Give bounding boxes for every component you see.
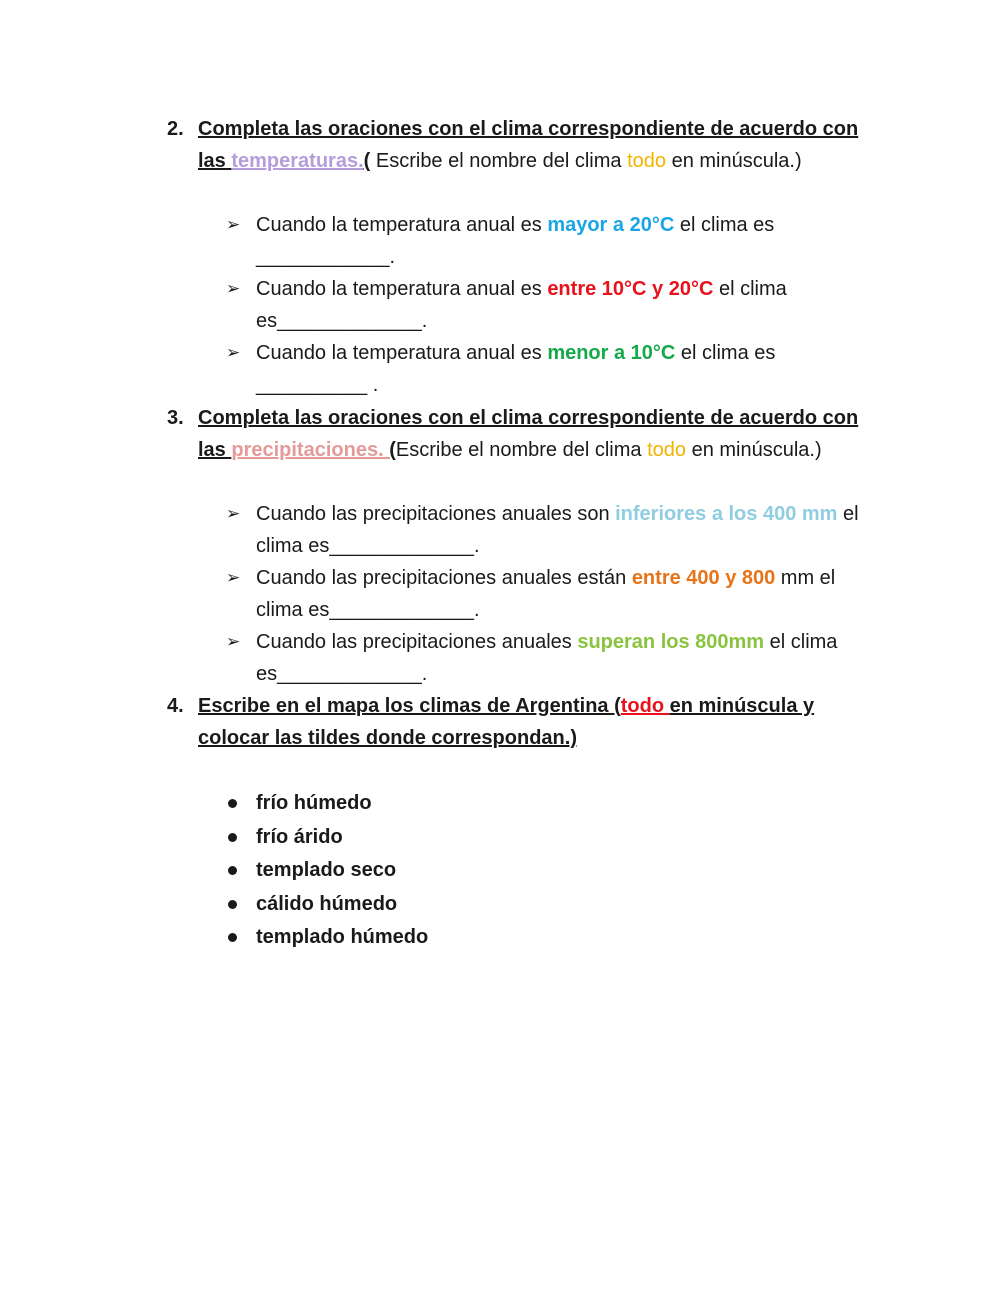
list-item: ➢ Cuando la temperatura anual es mayor a 20°C el clima es ____________. <box>226 209 866 273</box>
list-item: ➢ Cuando las precipitaciones anuales están entre 400 y 800 mm el clima es_____________. <box>226 562 866 626</box>
question-4-todo: todo <box>620 695 670 717</box>
question-2-items <box>226 209 866 401</box>
bullet-dot-icon <box>228 900 237 909</box>
question-4-title: Escribe en el mapa los climas de Argentina ( <box>198 695 621 717</box>
item-highlight: menor a 10°C <box>547 342 676 364</box>
arrow-bullet-icon: ➢ <box>226 632 241 651</box>
item-highlight: entre 400 y 800 <box>631 567 776 589</box>
item-highlight: superan los 800mm <box>577 631 765 653</box>
arrow-bullet-icon: ➢ <box>226 343 241 362</box>
list-item: ➢ Cuando la temperatura anual es entre 10°C y 20°C el clima es_____________. <box>226 273 866 337</box>
question-3-title: Completa las oraciones con el clima correspondiente de acuerdo con las <box>198 407 859 461</box>
question-3-highlight: precipitaciones. <box>231 439 390 461</box>
item-highlight: mayor a 20°C <box>547 214 675 236</box>
item-highlight: entre 10°C y 20°C <box>547 278 714 300</box>
bullet-dot-icon <box>228 933 237 942</box>
question-2-paren: ( <box>363 150 371 172</box>
item-highlight: inferiores a los 400 mm <box>615 503 838 525</box>
question-4-number: 4. <box>167 695 184 717</box>
arrow-bullet-icon: ➢ <box>226 279 241 298</box>
question-2-note: Escribe el nombre del clima <box>370 150 628 172</box>
list-item: ➢ Cuando las precipitaciones anuales superan los 800mm el clima es_____________. <box>226 626 866 690</box>
list-item: frío árido <box>226 821 428 855</box>
question-3-number: 3. <box>167 407 184 429</box>
bullet-dot-icon <box>228 833 237 842</box>
question-3-note-end: en minúscula.) <box>686 439 822 461</box>
question-3 <box>167 402 867 466</box>
question-2-highlight: temperaturas. <box>231 150 364 172</box>
list-item: templado seco <box>226 854 428 888</box>
question-2-number: 2. <box>167 118 184 140</box>
question-2 <box>167 113 867 177</box>
bullet-dot-icon <box>228 799 237 808</box>
question-3-paren: ( <box>389 439 396 461</box>
list-item: ➢ Cuando la temperatura anual es menor a 10°C el clima es __________ . <box>226 337 866 401</box>
arrow-bullet-icon: ➢ <box>226 215 241 234</box>
question-2-title: Completa las oraciones con el clima correspondiente de acuerdo con las <box>198 118 859 172</box>
question-3-note: Escribe el nombre del clima <box>395 439 648 461</box>
question-2-todo: todo <box>627 150 667 172</box>
question-2-note-end: en minúscula.) <box>666 150 802 172</box>
question-4 <box>167 690 867 754</box>
list-item: cálido húmedo <box>226 888 428 922</box>
arrow-bullet-icon: ➢ <box>226 504 241 523</box>
climate-list <box>226 787 428 955</box>
question-4-title-end: en minúscula y colocar las tildes donde correspondan.) <box>198 695 815 749</box>
list-item: templado húmedo <box>226 921 428 955</box>
arrow-bullet-icon: ➢ <box>226 568 241 587</box>
list-item: frío húmedo <box>226 787 428 821</box>
question-3-todo: todo <box>647 439 687 461</box>
list-item: ➢ Cuando las precipitaciones anuales son inferiores a los 400 mm el clima es_____________. <box>226 498 866 562</box>
question-3-items <box>226 498 866 690</box>
bullet-dot-icon <box>228 866 237 875</box>
